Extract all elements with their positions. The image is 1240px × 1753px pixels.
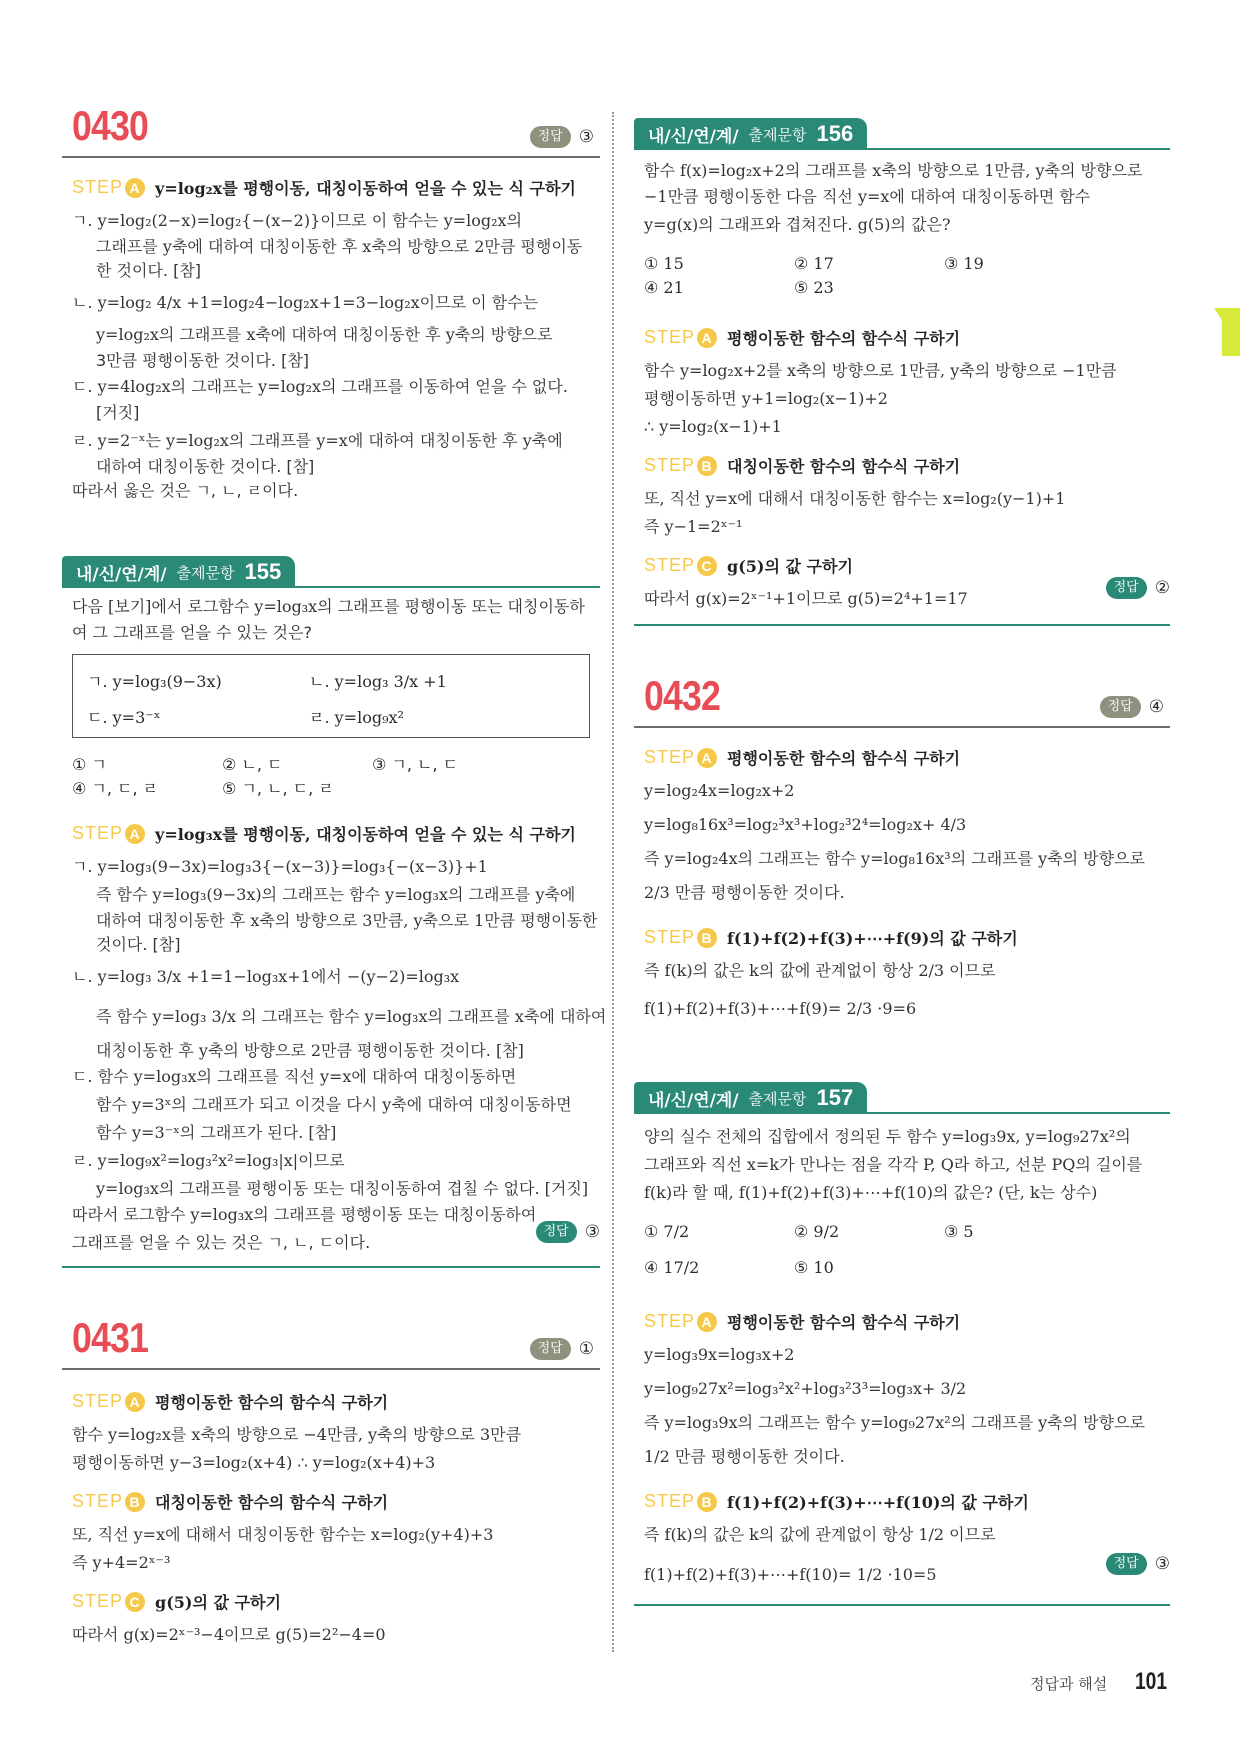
solution-line: ㄹ. y=log₉x²=log₃²x²=log₃|x|이므로 — [72, 1151, 345, 1170]
step-letter-badge: A — [697, 328, 717, 348]
step-a-heading: STEP A y=log₂x를 평행이동, 대칭이동하여 얻을 수 있는 식 구하기 — [72, 177, 576, 198]
answer-value: ② — [1154, 578, 1170, 598]
solution-line: 따라서 g(x)=2ˣ⁻³−4이므로 g(5)=2²−4=0 — [72, 1625, 386, 1644]
solution-line: 즉 y−1=2ˣ⁻¹ — [644, 517, 743, 536]
choice-3[interactable]: ③ 5 — [944, 1222, 974, 1241]
step-a-heading: STEP A y=log₃x를 평행이동, 대칭이동하여 얻을 수 있는 식 구하기 — [72, 823, 576, 844]
solution-line: 3만큼 평행이동한 것이다. [참] — [96, 351, 310, 370]
solution-line: 함수 y=3ˣ의 그래프가 되고 이것을 다시 y축에 대하여 대칭이동하면 — [96, 1095, 572, 1114]
column-divider — [612, 112, 614, 1652]
solution-line: 즉 함수 y=log₃ 3/x 의 그래프는 함수 y=log₃x의 그래프를 x축에 대하여 — [96, 1007, 607, 1026]
question-line: −1만큼 평행이동한 다음 직선 y=x에 대하여 대칭이동하면 함수 — [644, 187, 1091, 206]
solution-line: y=log₉27x²=log₃²x²+log₃²3³=log₃x+ 3/2 — [644, 1379, 967, 1398]
example-item: ㄱ. y=log₃(9−3x) — [87, 672, 222, 691]
example-box — [72, 654, 590, 738]
problem-0430-header — [62, 96, 600, 158]
choice-5[interactable]: ⑤ 23 — [794, 278, 834, 297]
solution-line: y=log₃9x=log₃x+2 — [644, 1345, 795, 1364]
solution-line: ㄱ. y=log₃(9−3x)=log₃3{−(x−3)}=log₃{−(x−3)}+1 — [72, 857, 488, 876]
solution-line: ㄴ. y=log₂ 4/x +1=log₂4−log₂x+1=3−log₂x이므로 이 함수는 — [72, 293, 539, 312]
solution-line: [거짓] — [96, 403, 140, 422]
answer — [530, 1338, 594, 1360]
solution-line: 한 것이다. [참] — [96, 261, 202, 280]
solution-line: 즉 f(k)의 값은 k의 값에 관계없이 항상 1/2 이므로 — [644, 1525, 996, 1544]
school-exam-tag: 내/신/연/계/ 출제문항 157 — [634, 1082, 867, 1114]
solution-line: 함수 y=log₂x+2를 x축의 방향으로 1만큼, y축의 방향으로 −1만큼 — [644, 361, 1117, 380]
step-title: 평행이동한 함수의 함수식 구하기 — [727, 749, 961, 768]
solution-line: f(1)+f(2)+f(3)+⋯+f(9)= 2/3 ·9=6 — [644, 999, 917, 1018]
page-number: 101 — [1135, 1668, 1168, 1695]
solution-line: ㄱ. y=log₂(2−x)=log₂{−(x−2)}이므로 이 함수는 y=log₂x의 — [72, 211, 523, 230]
answer-value: ③ — [1154, 1554, 1170, 1574]
step-title: g(5)의 값 구하기 — [155, 1593, 281, 1612]
solution-line: 또, 직선 y=x에 대해서 대칭이동한 함수는 x=log₂(y−1)+1 — [644, 489, 1066, 508]
solution-line: y=log₃x의 그래프를 평행이동 또는 대칭이동하여 겹칠 수 없다. [거짓] — [96, 1179, 589, 1198]
step-a-heading: STEP A 평행이동한 함수의 함수식 구하기 — [72, 1391, 389, 1412]
problem-0432-header — [634, 666, 1170, 728]
question-line: f(k)라 할 때, f(1)+f(2)+f(3)+⋯+f(10)의 값은? (단, k는 상수) — [644, 1183, 1098, 1202]
step-b-heading: STEP B 대칭이동한 함수의 함수식 구하기 — [644, 455, 961, 476]
answer-value: ① — [578, 1339, 594, 1359]
step-title: g(5)의 값 구하기 — [727, 557, 853, 576]
answer-value: ③ — [578, 127, 594, 147]
solution-line: 즉 y+4=2ˣ⁻³ — [72, 1553, 171, 1572]
question-line: 여 그 그래프를 얻을 수 있는 것은? — [72, 623, 312, 642]
step-title: 대칭이동한 함수의 함수식 구하기 — [727, 457, 961, 476]
chapter-side-tab — [1214, 308, 1240, 356]
choice-1[interactable]: ① ㄱ — [72, 755, 107, 774]
solution-line: 즉 y=log₃9x의 그래프는 함수 y=log₉27x²의 그래프를 y축의 방향으로 — [644, 1413, 1146, 1432]
solution-line: 대하여 대칭이동한 것이다. [참] — [96, 457, 315, 476]
solution-line: 그래프를 y축에 대하여 대칭이동한 후 x축의 방향으로 2만큼 평행이동 — [96, 237, 583, 256]
section-end-rule — [634, 1604, 1170, 1606]
step-b-heading: STEP B 대칭이동한 함수의 함수식 구하기 — [72, 1491, 389, 1512]
solution-conclusion: 그래프를 얻을 수 있는 것은 ㄱ, ㄴ, ㄷ이다. — [72, 1233, 371, 1252]
question-line: 다음 [보기]에서 로그함수 y=log₃x의 그래프를 평행이동 또는 대칭이동하 — [72, 597, 585, 616]
solution-line: 평행이동하면 y+1=log₂(x−1)+2 — [644, 389, 888, 408]
choice-5[interactable]: ⑤ ㄱ, ㄴ, ㄷ, ㄹ — [222, 779, 334, 798]
step-a-heading: STEP A 평행이동한 함수의 함수식 구하기 — [644, 747, 961, 768]
solution-line: 것이다. [참] — [96, 935, 181, 954]
choice-5[interactable]: ⑤ 10 — [794, 1258, 834, 1277]
school-exam-number: 157 — [816, 1085, 854, 1110]
school-exam-tag: 내/신/연/계/ 출제문항 156 — [634, 118, 867, 150]
choice-3[interactable]: ③ ㄱ, ㄴ, ㄷ — [372, 755, 459, 774]
choice-2[interactable]: ② 17 — [794, 254, 834, 273]
choice-4[interactable]: ④ 17/2 — [644, 1258, 700, 1277]
step-title: 평행이동한 함수의 함수식 구하기 — [727, 1313, 961, 1332]
choice-4[interactable]: ④ 21 — [644, 278, 684, 297]
step-letter-badge: A — [125, 824, 145, 844]
solution-line: 즉 함수 y=log₃(9−3x)의 그래프는 함수 y=log₃x의 그래프를 y축에 — [96, 885, 576, 904]
choice-4[interactable]: ④ ㄱ, ㄷ, ㄹ — [72, 779, 159, 798]
example-item: ㄹ. y=log₉x² — [309, 708, 404, 727]
example-item: ㄷ. y=3⁻ˣ — [87, 708, 161, 727]
answer — [1100, 696, 1164, 718]
step-a-heading: STEP A 평행이동한 함수의 함수식 구하기 — [644, 1311, 961, 1332]
solution-line: y=log₂x의 그래프를 x축에 대하여 대칭이동한 후 y축의 방향으로 — [96, 325, 553, 344]
step-title: f(1)+f(2)+f(3)+⋯+f(10)의 값 구하기 — [727, 1493, 1029, 1512]
solution-line: 또, 직선 y=x에 대해서 대칭이동한 함수는 x=log₂(y+4)+3 — [72, 1525, 494, 1544]
step-title: 평행이동한 함수의 함수식 구하기 — [155, 1393, 389, 1412]
choice-2[interactable]: ② 9/2 — [794, 1222, 840, 1241]
solution-line: 평행이동하면 y−3=log₂(x+4) ∴ y=log₂(x+4)+3 — [72, 1453, 436, 1472]
step-letter-badge: B — [697, 456, 717, 476]
step-c-heading: STEP C g(5)의 값 구하기 — [644, 555, 853, 576]
solution-line: 즉 y=log₂4x의 그래프는 함수 y=log₈16x³의 그래프를 y축의 방향으로 — [644, 849, 1146, 868]
solution-line: 대칭이동한 후 y축의 방향으로 2만큼 평행이동한 것이다. [참] — [96, 1041, 524, 1060]
step-title: y=log₃x를 평행이동, 대칭이동하여 얻을 수 있는 식 구하기 — [155, 825, 576, 844]
school-exam-number: 155 — [244, 559, 282, 584]
question-line: 양의 실수 전체의 집합에서 정의된 두 함수 y=log₃9x, y=log₉27x²의 — [644, 1127, 1131, 1146]
step-b-heading: STEP B f(1)+f(2)+f(3)+⋯+f(10)의 값 구하기 — [644, 1491, 1029, 1512]
page-footer — [1030, 1668, 1171, 1696]
question-line: 그래프와 직선 x=k가 만나는 점을 각각 P, Q라 하고, 선분 PQ의 길이를 — [644, 1155, 1143, 1174]
solution-line: 2/3 만큼 평행이동한 것이다. — [644, 883, 845, 902]
step-c-heading: STEP C g(5)의 값 구하기 — [72, 1591, 281, 1612]
solution-line: 따라서 로그함수 y=log₃x의 그래프를 평행이동 또는 대칭이동하여 — [72, 1205, 537, 1224]
solution-line: 함수 y=log₂x를 x축의 방향으로 −4만큼, y축의 방향으로 3만큼 — [72, 1425, 522, 1444]
solution-line: ㄴ. y=log₃ 3/x +1=1−log₃x+1에서 −(y−2)=log₃x — [72, 967, 460, 986]
question-line: 함수 f(x)=log₂x+2의 그래프를 x축의 방향으로 1만큼, y축의 방향으로 — [644, 161, 1143, 180]
solution-line: ㄷ. y=4log₂x의 그래프는 y=log₂x의 그래프를 이동하여 얻을 수 없다. — [72, 377, 568, 396]
choice-2[interactable]: ② ㄴ, ㄷ — [222, 755, 283, 774]
answer-badge: 정답 — [1106, 577, 1147, 599]
choice-1[interactable]: ① 7/2 — [644, 1222, 690, 1241]
solution-line: 함수 y=3⁻ˣ의 그래프가 된다. [참] — [96, 1123, 337, 1142]
solution-line: f(1)+f(2)+f(3)+⋯+f(10)= 1/2 ·10=5 — [644, 1565, 937, 1584]
step-b-heading: STEP B f(1)+f(2)+f(3)+⋯+f(9)의 값 구하기 — [644, 927, 1018, 948]
answer-value: ③ — [584, 1222, 600, 1242]
section-end-rule — [62, 1266, 600, 1268]
solution-line: 즉 f(k)의 값은 k의 값에 관계없이 항상 2/3 이므로 — [644, 961, 996, 980]
footer-label: 정답과 해설 — [1030, 1675, 1108, 1693]
step-letter-badge: A — [697, 748, 717, 768]
problem-number: 0431 — [72, 1314, 149, 1361]
school-exam-156-header — [634, 118, 1170, 150]
solution-line: y=log₂4x=log₂x+2 — [644, 781, 795, 800]
step-letter-badge: A — [125, 1392, 145, 1412]
solution-line: 대하여 대칭이동한 후 x축의 방향으로 3만큼, y축으로 1만큼 평행이동한 — [96, 911, 598, 930]
school-exam-tag: 내/신/연/계/ 출제문항 155 — [62, 556, 295, 588]
school-exam-number: 156 — [816, 121, 854, 146]
step-title: y=log₂x를 평행이동, 대칭이동하여 얻을 수 있는 식 구하기 — [155, 179, 576, 198]
question-line: y=g(x)의 그래프와 겹쳐진다. g(5)의 값은? — [644, 215, 951, 234]
answer — [530, 126, 594, 148]
answer-value: ④ — [1148, 697, 1164, 717]
solution-line: ∴ y=log₂(x−1)+1 — [644, 417, 782, 436]
section-end-rule — [634, 624, 1170, 626]
step-letter-badge: C — [697, 556, 717, 576]
step-letter-badge: B — [125, 1492, 145, 1512]
answer-badge: 정답 — [530, 1338, 571, 1360]
answer-badge: 정답 — [536, 1221, 577, 1243]
answer-badge: 정답 — [1100, 696, 1141, 718]
solution-line: 1/2 만큼 평행이동한 것이다. — [644, 1447, 845, 1466]
problem-0431-header — [62, 1308, 600, 1370]
problem-number: 0432 — [644, 672, 721, 719]
solution-line: 따라서 g(x)=2ˣ⁻¹+1이므로 g(5)=2⁴+1=17 — [644, 589, 968, 608]
answer-badge: 정답 — [1106, 1553, 1147, 1575]
step-letter-badge: A — [697, 1312, 717, 1332]
step-letter-badge: B — [697, 1492, 717, 1512]
school-exam-155-header — [62, 556, 600, 588]
solution-line: ㄷ. 함수 y=log₃x의 그래프를 직선 y=x에 대하여 대칭이동하면 — [72, 1067, 517, 1086]
step-letter-badge: C — [125, 1592, 145, 1612]
choice-3[interactable]: ③ 19 — [944, 254, 984, 273]
solution-line: y=log₈16x³=log₂³x³+log₂³2⁴=log₂x+ 4/3 — [644, 815, 967, 834]
step-title: 대칭이동한 함수의 함수식 구하기 — [155, 1493, 389, 1512]
solution-conclusion: 따라서 옳은 것은 ㄱ, ㄴ, ㄹ이다. — [72, 481, 299, 500]
step-title: f(1)+f(2)+f(3)+⋯+f(9)의 값 구하기 — [727, 929, 1018, 948]
answer-badge: 정답 — [530, 126, 571, 148]
example-item: ㄴ. y=log₃ 3/x +1 — [309, 672, 447, 691]
school-exam-157-header — [634, 1082, 1170, 1114]
step-letter-badge: A — [125, 178, 145, 198]
step-title: 평행이동한 함수의 함수식 구하기 — [727, 329, 961, 348]
choice-1[interactable]: ① 15 — [644, 254, 684, 273]
problem-number: 0430 — [72, 102, 149, 149]
step-letter-badge: B — [697, 928, 717, 948]
step-a-heading: STEP A 평행이동한 함수의 함수식 구하기 — [644, 327, 961, 348]
solution-line: ㄹ. y=2⁻ˣ는 y=log₂x의 그래프를 y=x에 대하여 대칭이동한 후 y축에 — [72, 431, 563, 450]
